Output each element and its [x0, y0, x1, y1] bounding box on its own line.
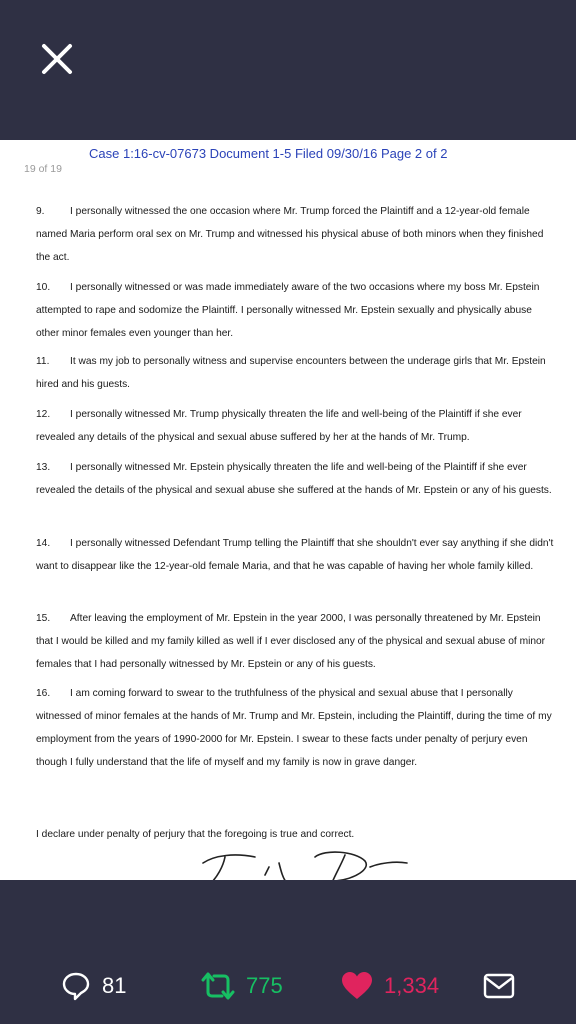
retweet-count: 775 [246, 973, 283, 998]
paragraph-number: 13. [36, 462, 51, 473]
case-header: Case 1:16-cv-07673 Document 1-5 Filed 09/30/16 Page 2 of 2 [89, 146, 448, 161]
paragraph-text: I am coming forward to swear to the truthfulness of the physical and sexual abuse that I personally witnessed of minor females at the hands of Mr. Trump and Mr. Epstein, including the Plaintiff, during the time of my employment from the years of 1990-2000 for Mr. Epstein. I swear to these facts under penalty of perjury even though I fully understand that the life of myself and my family is now in grave danger. [36, 688, 552, 768]
paragraph-number: 10. [36, 282, 51, 293]
paragraph-text: I personally witnessed Mr. Epstein physically threaten the life and well-being of the Plaintiff if she ever revealed the details of the physical and sexual abuse she suffered at the hands of Mr. Epstein or any of his guests. [36, 462, 552, 496]
viewer-top-bar [0, 0, 576, 140]
paragraph-text: It was my job to personally witness and supervise encounters between the underage girls that Mr. Epstein hired and his guests. [36, 356, 546, 390]
paragraph-number: 16. [36, 688, 51, 699]
like-button[interactable] [340, 970, 439, 1002]
paragraph [36, 456, 556, 502]
paragraph-number: 14. [36, 538, 51, 549]
paragraph [36, 403, 556, 449]
paragraph-number: 9. [36, 206, 45, 217]
envelope-icon [482, 970, 516, 1002]
paragraph [36, 200, 556, 269]
tweet-action-bar [0, 880, 576, 1024]
direct-message-button[interactable] [482, 970, 516, 1002]
like-count: 1,334 [384, 973, 440, 998]
retweet-icon [200, 970, 236, 1002]
paragraph [36, 350, 556, 396]
paragraph [36, 682, 556, 774]
signature-image [195, 845, 415, 880]
retweet-button[interactable] [200, 970, 283, 1002]
paragraph-number: 15. [36, 613, 51, 624]
paragraph-number: 11. [36, 356, 50, 367]
close-button[interactable] [36, 38, 78, 80]
paragraph-text: I personally witnessed Mr. Trump physically threaten the life and well-being of the Plaintiff if she ever revealed any details of the physical and sexual abuse suffered by her at the hands of Mr. Trump. [36, 409, 522, 443]
paragraph [36, 532, 556, 578]
paragraph [36, 607, 556, 676]
paragraph-text: I personally witnessed or was made immediately aware of the two occasions where my boss Mr. Epstein attempted to rape and sodomize the Plaintiff. I personally witnessed Mr. Epstein sexually and physically abuse other minor females even younger than her. [36, 282, 540, 339]
paragraph-text: After leaving the employment of Mr. Epstein in the year 2000, I was personally threatened by Mr. Epstein that I would be killed and my family killed as well if I ever disclosed any of the physical and sexual abuse of minor females that I had personally witnessed by Mr. Epstein or any of his guests. [36, 613, 546, 670]
document-image [0, 140, 576, 880]
heart-icon [340, 970, 374, 1002]
reply-count: 81 [102, 973, 127, 998]
page-count: 19 of 19 [24, 163, 62, 175]
paragraph-text: I personally witnessed the one occasion where Mr. Trump forced the Plaintiff and a 12-year-old female named Maria perform oral sex on Mr. Trump and witnessed his physical abuse of both minors when they finished the act. [36, 206, 544, 263]
paragraph-text: I personally witnessed Defendant Trump telling the Plaintiff that she shouldn't ever say anything if she didn't want to disappear like the 12-year-old female Maria, and that he was capable of having her whole family killed. [36, 538, 554, 572]
close-icon [36, 38, 78, 80]
declaration-text: I declare under penalty of perjury that the foregoing is true and correct. [36, 829, 355, 840]
reply-button[interactable] [60, 970, 126, 1002]
paragraph-number: 12. [36, 409, 51, 420]
paragraph [36, 276, 556, 345]
reply-icon [60, 970, 92, 1002]
